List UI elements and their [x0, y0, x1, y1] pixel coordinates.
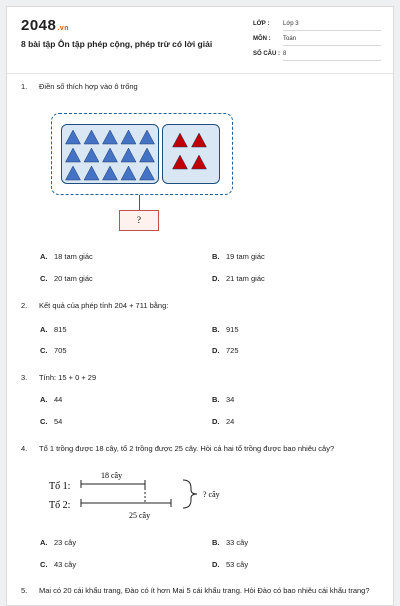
- q1-option-d[interactable]: D. 21 tam giác: [212, 274, 265, 283]
- q1-option-c[interactable]: C. 20 tam giác: [40, 274, 93, 283]
- blue-triangle: [66, 148, 81, 162]
- bottom-length-label: 25 cây: [129, 511, 151, 520]
- q4-option-a[interactable]: A. 23 cây: [40, 538, 77, 547]
- q1-option-a[interactable]: A. 18 tam giác: [40, 252, 93, 261]
- blue-triangle: [103, 130, 118, 144]
- q3-option-b[interactable]: B. 34: [212, 395, 235, 404]
- question-5: 5. Mai có 20 cái khẩu trang, Đào có ít hơn Mai 5 cái khẩu trang. Hỏi Đào có bao nhiêu cái khẩu trang?: [21, 586, 370, 595]
- q2-option-a[interactable]: A. 815: [40, 325, 67, 334]
- blue-triangle: [140, 148, 155, 162]
- q2-option-b[interactable]: B. 915: [212, 325, 239, 334]
- brace-label: ? cây: [203, 490, 220, 499]
- q4-option-d[interactable]: D. 53 cây: [212, 560, 249, 569]
- question-1: 1. Điền số thích hợp vào ô trống: [21, 82, 138, 91]
- row2-label: Tổ 2:: [49, 500, 71, 511]
- question-2: 2. Kết quả của phép tính 204 + 711 bằng:: [21, 301, 169, 310]
- q2-option-c[interactable]: C. 705: [40, 346, 67, 355]
- blue-triangle: [84, 130, 99, 144]
- red-triangle: [192, 155, 207, 169]
- q4-option-b[interactable]: B. 33 cây: [212, 538, 249, 547]
- blue-triangle: [84, 166, 99, 180]
- q3-option-a[interactable]: A. 44: [40, 395, 63, 404]
- red-triangle-group: [162, 124, 220, 184]
- blue-triangle: [66, 130, 81, 144]
- q3-option-d[interactable]: D. 24: [212, 417, 235, 426]
- row1-segment: [81, 480, 145, 488]
- blue-triangle: [121, 166, 136, 180]
- top-length-label: 18 cây: [101, 471, 123, 480]
- red-triangle: [173, 133, 188, 147]
- blue-triangle: [103, 166, 118, 180]
- triangle-figure: [51, 113, 233, 195]
- segment-diagram: [21, 462, 251, 532]
- blue-triangle: [121, 130, 136, 144]
- row2-segment: [81, 488, 171, 507]
- red-triangles: [163, 125, 219, 183]
- answer-box: ?: [119, 210, 159, 231]
- document-title: 8 bài tập Ôn tập phép cộng, phép trừ có lời giải: [21, 39, 213, 49]
- blue-triangle: [140, 166, 155, 180]
- q3-option-c[interactable]: C. 54: [40, 417, 63, 426]
- blue-triangle-group: [61, 124, 159, 184]
- q1-option-b[interactable]: B. 19 tam giác: [212, 252, 265, 261]
- q2-option-d[interactable]: D. 725: [212, 346, 239, 355]
- q4-option-c[interactable]: C. 43 cây: [40, 560, 77, 569]
- question-4: 4. Tổ 1 trồng được 18 cây, tổ 2 trồng được 25 cây. Hỏi cả hai tổ trồng được bao nhiêu cây?: [21, 444, 335, 453]
- red-triangle: [173, 155, 188, 169]
- header-divider: [7, 73, 393, 74]
- blue-triangle: [103, 148, 118, 162]
- brace: [183, 480, 197, 508]
- blue-triangles: [62, 125, 158, 183]
- document-header: 2048.vn 8 bài tập Ôn tập phép cộng, phép trừ có lời giải LỚP : Lớp 3 MÔN : Toán SỐ CÂU : 8: [7, 7, 393, 69]
- question-3: 3. Tính: 15 + 0 + 29: [21, 373, 97, 382]
- blue-triangle: [121, 148, 136, 162]
- blue-triangle: [140, 130, 155, 144]
- blue-triangle: [84, 148, 99, 162]
- document-page: [6, 6, 394, 606]
- connector-line: [139, 195, 140, 210]
- row1-label: Tổ 1:: [49, 481, 71, 492]
- site-logo[interactable]: 2048.vn: [21, 17, 69, 34]
- red-triangle: [192, 133, 207, 147]
- blue-triangle: [66, 166, 81, 180]
